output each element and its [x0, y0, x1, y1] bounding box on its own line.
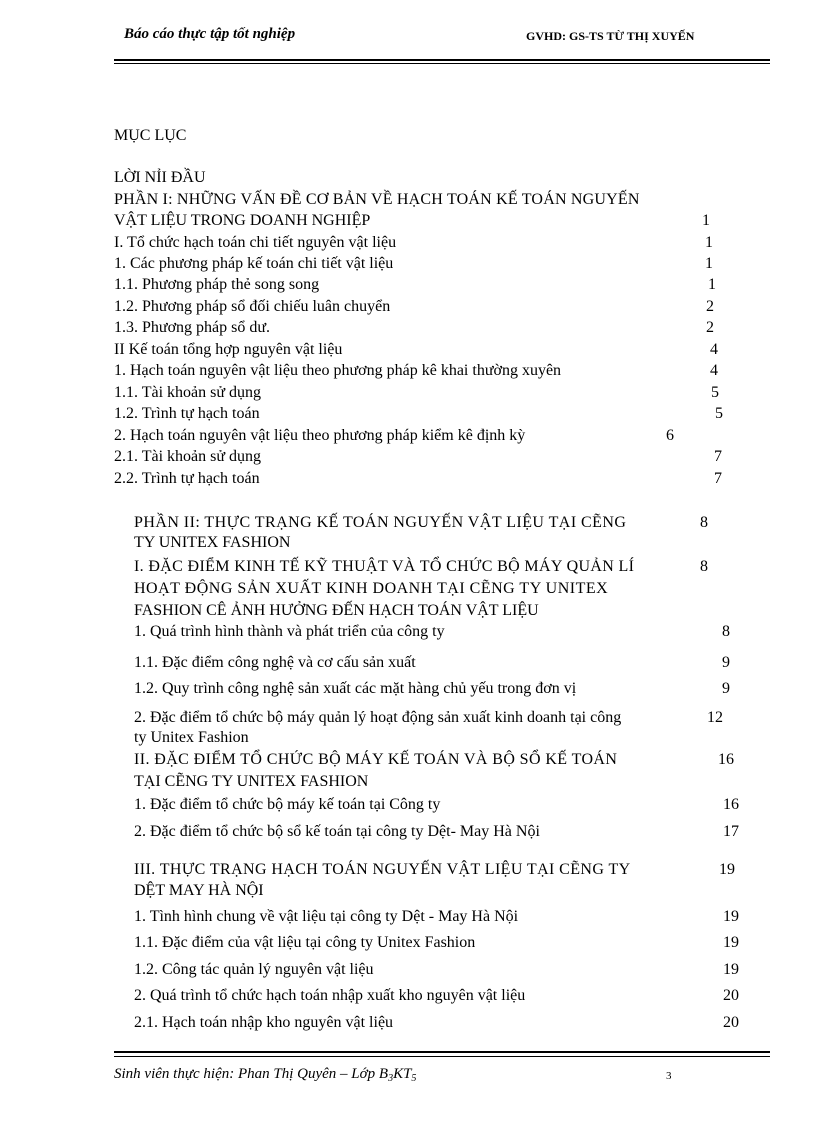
toc-page: 6: [666, 427, 674, 444]
toc-page: 19: [723, 908, 739, 925]
toc-page: 8: [722, 623, 730, 640]
toc-entry: 1. Quá trình hình thành và phát triển của công ty: [134, 623, 445, 640]
toc-page: 9: [722, 680, 730, 697]
toc-entry: 1.2. Trình tự hạch toán: [114, 405, 260, 422]
toc-entry: 1.1. Đặc điểm công nghệ và cơ cấu sản xuất: [134, 654, 416, 671]
toc-entry: 2. Hạch toán nguyên vật liệu theo phương pháp kiểm kê định kỳ: [114, 427, 526, 444]
toc-page: 16: [723, 796, 739, 813]
toc-page: 7: [714, 470, 722, 487]
toc-entry: 2. Đặc điểm tổ chức bộ sổ kế toán tại công ty Dệt- May Hà Nội: [134, 823, 540, 840]
toc-page: 19: [719, 861, 735, 878]
toc-page: 9: [722, 654, 730, 671]
header-rule-thick: [114, 59, 770, 61]
toc-entry: PHẦN II: THỰC TRẠNG KẾ TOÁN NGUYẾN VẬT LIỆU TẠI CẼNG: [134, 514, 627, 531]
toc-entry: I. ĐẶC ĐIỂM KINH TẾ KỸ THUẬT VÀ TỔ CHỨC BỘ MÁY QUẢN LÍ: [134, 558, 635, 575]
toc-entry: 1. Tình hình chung về vật liệu tại công ty Dệt - May Hà Nội: [134, 908, 519, 925]
toc-entry: 2. Đặc điểm tổ chức bộ máy quản lý hoạt động sản xuất kinh doanh tại công: [134, 709, 622, 726]
toc-page: 1: [705, 234, 713, 251]
toc-page: 5: [711, 384, 719, 401]
toc-entry: PHẦN I: NHỮNG VẤN ĐỀ CƠ BẢN VỀ HẠCH TOÁN KẾ TOÁN NGUYẾN: [114, 191, 640, 208]
header-report-title: Báo cáo thực tập tốt nghiệp: [124, 26, 296, 42]
header-advisor: GVHD: GS-TS TỪ THỊ XUYẾN: [526, 29, 695, 43]
toc-page: 7: [714, 448, 722, 465]
toc-title: MỤC LỤC: [114, 127, 187, 144]
toc-entry: I. Tổ chức hạch toán chi tiết nguyên vật liệu: [114, 234, 397, 251]
toc-page: 1: [702, 212, 710, 229]
toc-page: 19: [723, 961, 739, 978]
toc-page: 20: [723, 1014, 739, 1031]
toc-page: 8: [700, 514, 708, 531]
footer-student: [114, 1066, 416, 1084]
header-rule-thin: [114, 63, 770, 64]
footer-class-code: KT: [393, 1066, 412, 1082]
toc-page: 2: [706, 298, 714, 315]
toc-page: 4: [710, 341, 718, 358]
toc-entry: 1.1. Phương pháp thẻ song song: [114, 276, 320, 293]
toc-entry: 1.2. Quy trình công nghệ sản xuất các mặt hàng chủ yếu trong đơn vị: [134, 680, 577, 697]
toc-page: 12: [707, 709, 723, 726]
toc-entry: 2. Quá trình tổ chức hạch toán nhập xuất kho nguyên vật liệu: [134, 987, 526, 1004]
footer-rule-thin: [114, 1056, 770, 1057]
toc-entry: III. THỰC TRẠNG HẠCH TOÁN NGUYẾN VẬT LIỆU TẠI CẼNG TY: [134, 861, 631, 878]
toc-page: 1: [705, 255, 713, 272]
toc-page: 20: [723, 987, 739, 1004]
toc-entry: II Kế toán tổng hợp nguyên vật liệu: [114, 341, 343, 358]
toc-page: 17: [723, 823, 739, 840]
toc-page: 16: [718, 751, 734, 768]
toc-entry: II. ĐẶC ĐIỂM TỔ CHỨC BỘ MÁY KẾ TOÁN VÀ BỘ SỔ KẾ TOÁN: [134, 751, 618, 768]
toc-entry: 2.1. Hạch toán nhập kho nguyên vật liệu: [134, 1014, 394, 1031]
toc-entry: 1.1. Tài khoản sử dụng: [114, 384, 262, 401]
footer-student-text: Sinh viên thực hiện: Phan Thị Quyên – Lớp B: [114, 1066, 389, 1082]
toc-page: 2: [706, 319, 714, 336]
toc-entry: FASHION CÊ ẢNH HƯỞNG ĐẾN HẠCH TOÁN VẬT LIỆU: [134, 602, 539, 619]
toc-page: 1: [708, 276, 716, 293]
toc-entry: 1.3. Phương pháp sổ dư.: [114, 319, 271, 336]
toc-page: 5: [715, 405, 723, 422]
toc-page: 4: [710, 362, 718, 379]
footer-rule-thick: [114, 1051, 770, 1053]
toc-entry: TẠI CẼNG TY UNITEX FASHION: [134, 773, 369, 790]
toc-page: 19: [723, 934, 739, 951]
toc-entry: 1.2. Phương pháp sổ đối chiếu luân chuyển: [114, 298, 391, 315]
toc-entry: 2.2. Trình tự hạch toán: [114, 470, 260, 487]
toc-page: 8: [700, 558, 708, 575]
footer-sub-1: 3: [388, 1073, 394, 1084]
toc-entry: 2.1. Tài khoản sử dụng: [114, 448, 262, 465]
toc-entry: 1. Các phương pháp kế toán chi tiết vật liệu: [114, 255, 394, 272]
toc-entry: 1.1. Đặc điểm của vật liệu tại công ty Unitex Fashion: [134, 934, 476, 951]
toc-entry: LỜI NỈI ĐẦU: [114, 169, 206, 186]
toc-entry: DỆT MAY HÀ NỘI: [134, 882, 264, 899]
footer-sub-2: 5: [411, 1073, 417, 1084]
footer-page-number: 3: [666, 1070, 672, 1082]
toc-entry: 1. Hạch toán nguyên vật liệu theo phương pháp kê khai thường xuyên: [114, 362, 562, 379]
toc-entry: HOẠT ĐỘNG SẢN XUẤT KINH DOANH TẠI CẼNG TY UNITEX: [134, 580, 609, 597]
toc-entry: 1. Đặc điểm tổ chức bộ máy kế toán tại Công ty: [134, 796, 441, 813]
toc-entry: VẬT LIỆU TRONG DOANH NGHIỆP: [114, 212, 371, 229]
toc-entry: 1.2. Công tác quản lý nguyên vật liệu: [134, 961, 374, 978]
toc-entry: TY UNITEX FASHION: [134, 534, 291, 551]
toc-entry: ty Unitex Fashion: [134, 729, 249, 746]
